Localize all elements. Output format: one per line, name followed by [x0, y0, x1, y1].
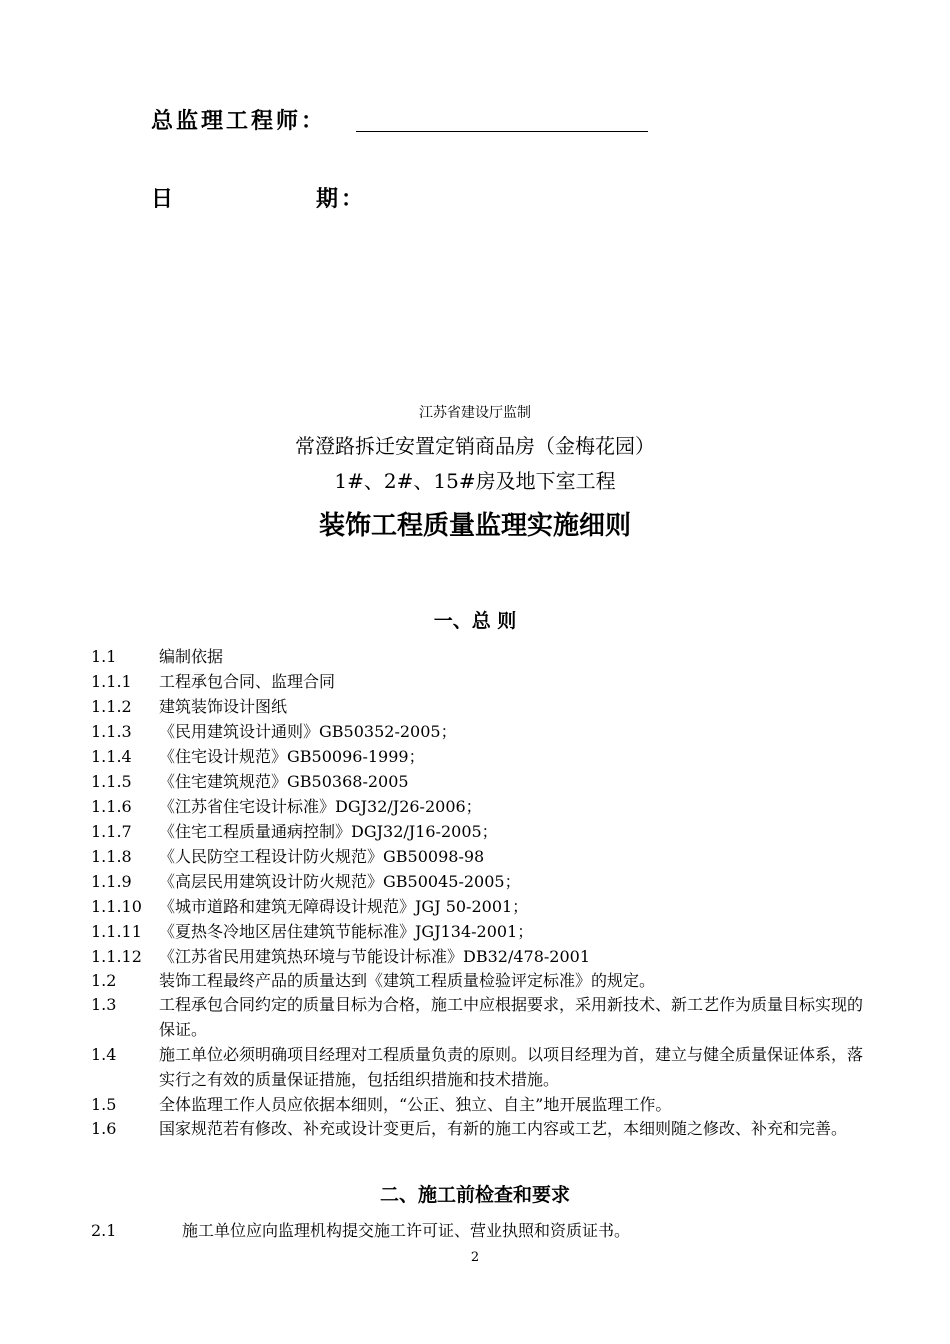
item-number: 1.1.8 — [91, 847, 132, 866]
item-number: 2.1 — [91, 1221, 117, 1240]
item-text: 《住宅设计规范》GB50096-1999； — [159, 747, 425, 766]
issuing-organization: 江苏省建设厅监制 — [419, 405, 531, 421]
list-item — [91, 919, 871, 944]
list-item — [91, 694, 871, 719]
item-text: 全体监理工作人员应依据本细则，“公正、独立、自主”地开展监理工作。 — [159, 1095, 672, 1114]
item-number: 1.6 — [91, 1119, 117, 1138]
item-number: 1.1.10 — [91, 897, 142, 916]
list-item — [91, 1218, 871, 1243]
project-name-line1: 常澄路拆迁安置定销商品房（金梅花园） — [295, 434, 655, 458]
page-number: 2 — [470, 1250, 480, 1265]
item-text: 工程承包合同、监理合同 — [159, 672, 336, 691]
list-item — [91, 1092, 871, 1117]
list-item — [91, 669, 871, 694]
item-number: 1.3 — [91, 995, 117, 1014]
item-number: 1.4 — [91, 1045, 117, 1064]
item-text: 《江苏省住宅设计标准》DGJ32/J26-2006； — [159, 797, 482, 816]
document-title: 装饰工程质量监理实施细则 — [318, 511, 631, 541]
section1-title: 一、总 则 — [433, 610, 517, 632]
list-item — [91, 844, 871, 869]
item-text: 施工单位应向监理机构提交施工许可证、营业执照和资质证书。 — [182, 1221, 631, 1240]
list-item — [91, 719, 871, 744]
item-number: 1.1.3 — [91, 722, 132, 741]
item-text: 编制依据 — [159, 647, 224, 666]
item-number: 1.2 — [91, 971, 117, 990]
project-name-line2: 1#、2#、15#房及地下室工程 — [334, 469, 616, 493]
list-item — [91, 644, 871, 669]
item-text: 《人民防空工程设计防火规范》GB50098-98 — [159, 847, 485, 866]
list-item — [91, 819, 871, 844]
item-number: 1.1.1 — [91, 672, 132, 691]
item-text: 建筑装饰设计图纸 — [159, 697, 288, 716]
item-number: 1.1.11 — [91, 922, 142, 941]
list-item — [91, 794, 871, 819]
item-text: 《高层民用建筑设计防火规范》GB50045-2005； — [159, 872, 521, 891]
list-item — [91, 894, 871, 919]
list-item — [91, 769, 871, 794]
item-text: 装饰工程最终产品的质量达到《建筑工程质量检验评定标准》的规定。 — [159, 971, 656, 990]
item-number: 1.1.2 — [91, 697, 132, 716]
item-number: 1.1.12 — [91, 947, 142, 966]
item-text: 《城市道路和建筑无障碍设计规范》JGJ 50-2001； — [159, 897, 529, 916]
date-label-second: 期： — [316, 187, 367, 212]
item-number: 1.1.6 — [91, 797, 132, 816]
date-label-first: 日 — [151, 187, 177, 212]
item-text: 《住宅建筑规范》GB50368-2005 — [159, 772, 409, 791]
item-text: 《夏热冬冷地区居住建筑节能标准》JGJ134-2001； — [159, 922, 534, 941]
item-number: 1.1.4 — [91, 747, 132, 766]
list-item — [91, 1116, 871, 1141]
list-item — [91, 992, 871, 1042]
item-number: 1.1.9 — [91, 872, 132, 891]
list-item — [91, 1042, 871, 1092]
list-item — [91, 944, 871, 969]
item-text: 《江苏省民用建筑热环境与节能设计标准》DB32/478-2001 — [159, 947, 591, 966]
item-text: 《民用建筑设计通则》GB50352-2005； — [159, 722, 457, 741]
item-number: 1.1.5 — [91, 772, 132, 791]
item-text: 工程承包合同约定的质量目标为合格，施工中应根据要求，采用新技术、新工艺作为质量目标实现的保证。 — [159, 995, 864, 1039]
item-text: 施工单位必须明确项目经理对工程质量负责的原则。以项目经理为首，建立与健全质量保证体系，落实行之有效的质量保证措施，包括组织措施和技术措施。 — [159, 1045, 864, 1089]
item-text: 《住宅工程质量通病控制》DGJ32/J16-2005； — [159, 822, 498, 841]
item-text: 国家规范若有修改、补充或设计变更后，有新的施工内容或工艺，本细则随之修改、补充和完善。 — [159, 1119, 848, 1138]
item-number: 1.5 — [91, 1095, 117, 1114]
list-item — [91, 744, 871, 769]
section2-title: 二、施工前检查和要求 — [379, 1184, 570, 1206]
chief-engineer-label: 总监理工程师： — [151, 109, 327, 134]
list-item — [91, 869, 871, 894]
signature-line — [356, 131, 648, 132]
list-item — [91, 968, 871, 993]
item-number: 1.1.7 — [91, 822, 132, 841]
item-number: 1.1 — [91, 647, 117, 666]
